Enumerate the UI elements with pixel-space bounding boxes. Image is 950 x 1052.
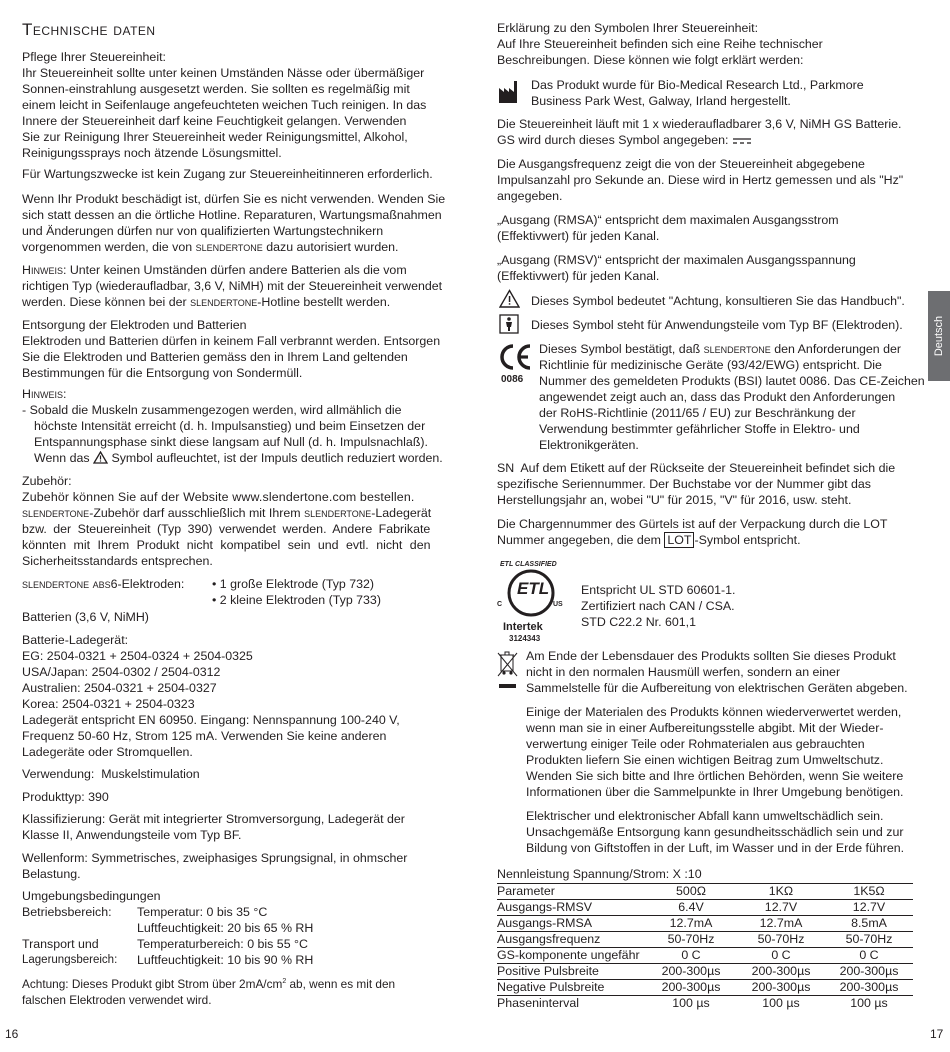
class-label: Klassifizierung: <box>22 812 106 826</box>
page-number-left: 16 <box>5 1027 19 1041</box>
care-section <box>22 49 459 161</box>
text: Klasse II, Anwendungsteile vom Typ BF. <box>22 828 242 842</box>
text: Wenn das <box>34 451 94 465</box>
environment-section <box>22 888 459 968</box>
table-cell: Phaseninterval <box>497 996 579 1010</box>
text: STD C22.2 Nr. 601,1 <box>581 615 697 629</box>
header-cell: Parameter <box>497 884 645 900</box>
waveform-section <box>22 850 459 882</box>
brand-name: slendertone abs <box>22 577 111 591</box>
text: Dieses Produkt gibt Strom über 2mA/cm <box>68 976 283 991</box>
disposal-heading: Entsorgung der Elektroden und Batterien <box>22 318 247 332</box>
table-cell: Ausgangsfrequenz <box>497 932 645 948</box>
text: -Zubehör darf ausschließlich mit Ihrem <box>89 506 305 520</box>
rmsv-text <box>497 252 925 284</box>
table-cell: 200-300µs <box>825 964 913 980</box>
serial-text <box>497 460 925 508</box>
lot-text <box>497 516 925 548</box>
ce-text <box>539 341 925 453</box>
brand-name: slendertone <box>190 295 258 309</box>
hint-label: Hinweis <box>22 263 63 277</box>
frequency-text <box>497 156 925 204</box>
product-type-row <box>22 789 459 805</box>
electrode-item: • 2 kleine Elektroden (Typ 733) <box>212 593 381 607</box>
text: Die Chargennummer des Gürtels ist auf der Verpackung durch die LOT <box>497 517 888 531</box>
use-row <box>22 766 459 782</box>
text: GS wird durch dieses Symbol angegeben: <box>497 133 729 147</box>
table-row <box>497 948 913 964</box>
text: -Ladegerät <box>371 506 432 520</box>
text: Gerät mit integrierter Stromversorgung, Ladegerät der <box>105 812 405 826</box>
text: Ladegeräte oder Stromquellen. <box>22 745 193 759</box>
text: Das Produkt wurde für Bio-Medical Research Ltd., Parkmore <box>531 78 864 92</box>
text: : Unter keinen Umständen dürfen andere Batterien als die vom <box>62 263 407 277</box>
text: dazu autorisiert wurden. <box>262 240 399 254</box>
table-cell: 200-300µs <box>645 964 737 980</box>
text: Wenden Sie sich bitte and Ihre örtlichen Behörden, wenn Sie weitere <box>526 769 904 783</box>
text: Die Steuereinheit läuft mit 1 x wiederaufladbarer 3,6 V, NiMH GS Batterie. <box>497 117 902 131</box>
table-title: Nennleistung Spannung/Strom: X :10 <box>497 867 702 881</box>
table-cell: 0 C <box>645 948 737 964</box>
text: Verwendung bestimmter gefährlicher Stoffe in Elektro- und <box>539 422 860 436</box>
text: Entspannungsphase sinkt diese langsam auf Null (d. h. Impulsnachlaß). <box>34 435 428 449</box>
brand-name: slendertone <box>304 506 372 520</box>
etl-us: US <box>553 601 563 608</box>
text: Ladegerät entspricht EN 60950. Eingang: Nennspannung 100-240 V, <box>22 713 400 727</box>
symbols-intro <box>497 20 925 68</box>
text: der RoHS-Richtlinie (2011/65 / EU) zur Beschränkung der <box>539 406 856 420</box>
language-tab <box>928 291 950 381</box>
table-cell: 0 C <box>825 948 913 964</box>
text: wenn man sie in einer Aufbereitungsstelle abgibt. Mit der Wieder- <box>526 721 884 735</box>
text: den Anforderungen der <box>770 342 902 356</box>
symbols-heading: Erklärung zu den Symbolen Ihrer Steuereinheit: <box>497 21 759 35</box>
env-value: Luftfeuchtigkeit: 10 bis 90 % RH <box>137 953 314 967</box>
codes: 2504-0321 + 2504-0327 <box>80 681 217 695</box>
table-cell: 6.4V <box>645 900 737 916</box>
electrodes-label: 6-Elektroden: <box>110 577 185 591</box>
table-cell: Ausgangs-RMSA <box>497 916 645 932</box>
text: Entspricht UL STD 60601-1. <box>581 583 736 597</box>
care-line: Sonnen-einstrahlung ausgesetzt werden. Sie sollten es regelmäßig mit <box>22 82 410 96</box>
manufacturer-icon <box>498 80 518 104</box>
electrode-item: • 1 große Elektrode (Typ 732) <box>212 577 375 591</box>
text: Auf dem Etikett auf der Rückseite der Steuereinheit befindet sich die <box>514 461 896 475</box>
maintenance-text: Für Wartungszwecke ist kein Zugang zur Steuereinheitinneren erforderlich. <box>22 167 433 181</box>
recycle-text <box>526 704 925 800</box>
text: richtigen Typ (wiederaufladbar, 3,6 V, NiMH) mit der Steuereinheit verwendet <box>22 279 443 293</box>
text: Bestimmungen für die Entsorgung von Sondermüll. <box>22 366 303 380</box>
caution-text: Dieses Symbol bedeutet "Achtung, konsultieren Sie das Handbuch". <box>531 294 905 308</box>
table-cell: 12.7mA <box>645 916 737 932</box>
hint-1 <box>22 262 459 310</box>
table-cell: 50-70Hz <box>645 932 737 948</box>
use-value: Muskelstimulation <box>94 767 200 781</box>
text: bzw. der Steuereinheit (Typ 390) verwendet werden. Andere Fabrikate <box>22 522 431 536</box>
damaged-section <box>22 191 459 255</box>
text: angewendet zeigt auch an, dass das Produkt den Anforderungen <box>539 390 896 404</box>
battery-value: (3,6 V, NiMH) <box>71 610 149 624</box>
text: Symmetrisches, zweiphasiges Sprungsignal, in ohmscher <box>87 851 408 865</box>
battery-label: Batterien <box>22 610 72 624</box>
care-heading: Pflege Ihrer Steuereinheit: <box>22 50 166 64</box>
care-line: Reinigungssprays noch ätzende Lösungsmittel. <box>22 146 282 160</box>
text: „Ausgang (RMSV)“ entspricht der maximalen Ausgangsspannung <box>497 253 856 267</box>
damaged-line: sich statt dessen an die örtliche Hotline. Reparaturen, Wartungsmaßnahmen <box>22 208 442 222</box>
ce-number: 0086 <box>501 374 524 385</box>
care-line: einem leicht in Seifenlauge angefeuchteten weichen Tuch reinigen. In das <box>22 98 427 112</box>
env-label: Transport und <box>22 937 99 951</box>
manufacturer-text <box>531 77 925 109</box>
text: Business Park West, Galway, Irland hergestellt. <box>531 94 791 108</box>
text: Sie die Elektroden und Batterien gemäss den in Ihrem Land geltenden <box>22 350 408 364</box>
text: vorgenommen werden, die von <box>22 240 196 254</box>
battery-text <box>497 116 925 148</box>
brand-name: slendertone <box>195 240 263 254</box>
env-value: Luftfeuchtigkeit: 20 bis 65 % RH <box>137 921 314 935</box>
text: Nummer angegeben, die dem <box>497 533 665 547</box>
text: - Sobald die Muskeln zusammengezogen werden, wird allmählich die <box>22 403 402 417</box>
text: Informationen über die Sammelpunkte in Ihrer Umgebung benötigen. <box>526 785 904 799</box>
warning-section <box>22 974 459 1008</box>
etl-logo <box>497 557 565 641</box>
charger-section <box>22 632 459 760</box>
care-line: Sie zur Reinigung Ihrer Steuereinheit weder Reinigungsmittel, Alkohol, <box>22 130 408 144</box>
text: Impulsanzahl pro Sekunde an. Diese wird in Hertz gemessen und als "Hz" <box>497 173 904 187</box>
warning-label: Achtung: <box>22 976 69 991</box>
text: Dieses Symbol bestätigt, daß <box>539 342 704 356</box>
table-cell: 200-300µs <box>825 980 913 996</box>
table-row <box>497 900 913 916</box>
text: Sicherheitsstandards entsprechen. <box>22 554 213 568</box>
text: -Symbol entspricht. <box>694 533 801 547</box>
text: Richtlinie für medizinische Geräte (93/42/EWG) entspricht. Die <box>539 358 882 372</box>
table-cell: 12.7V <box>737 900 825 916</box>
bf-text: Dieses Symbol steht für Anwendungsteile vom Typ BF (Elektroden). <box>531 318 903 332</box>
charger-heading: Batterie-Ladegerät: <box>22 633 129 647</box>
header-cell: 1KΩ <box>737 884 825 900</box>
damaged-line <box>22 239 459 255</box>
intertek-label: Intertek <box>503 621 543 633</box>
disposal-section <box>22 317 459 381</box>
etl-text <box>581 582 925 630</box>
weee-bin-icon <box>497 650 519 692</box>
text: -Hotline bestellt werden. <box>257 295 391 309</box>
text: Herstellungsjahr an, wobei "U" für 2015, "V" für 2016, usw. steht. <box>497 493 852 507</box>
table-header-row <box>497 884 913 900</box>
text: Bildung von Giftstoffen in der Luft, im Wasser und in der Erde führen. <box>526 841 905 855</box>
region: USA/Japan: <box>22 665 89 679</box>
battery-row <box>22 609 459 625</box>
text: könnten mit Ihrem Produkt nicht kompatibel sein und evtl. nicht den <box>22 538 431 552</box>
text: Zertifiziert nach CAN / CSA. <box>581 599 735 613</box>
text: ab, wenn es mit den <box>286 976 396 991</box>
table-row <box>497 996 913 1012</box>
text: werden. Diese können bei der <box>22 295 191 309</box>
accessory-section <box>22 473 459 569</box>
text: Frequenz 50-60 Hz, Strom 125 mA. Verwenden Sie keine anderen <box>22 729 387 743</box>
table-cell: 100 µs <box>672 996 710 1010</box>
table-row <box>497 916 913 932</box>
caution-icon <box>499 289 520 308</box>
codes: 2504-0321 + 2504-0323 <box>58 697 195 711</box>
brand-name: slendertone <box>703 342 771 356</box>
table-cell: 200-300µs <box>737 964 825 980</box>
text: Auf Ihre Steuereinheit befinden sich eine Reihe technischer <box>497 37 823 51</box>
weee-text <box>526 648 925 696</box>
wave-label: Wellenform: <box>22 851 88 865</box>
text: verwertung einiger Teile oder Rohmaterialen aus gebrauchten <box>526 737 865 751</box>
type-value: 390 <box>84 790 109 804</box>
hint-2 <box>22 386 459 466</box>
table-cell: 12.7V <box>825 900 913 916</box>
brand-name: slendertone <box>22 506 90 520</box>
sn-symbol: SN <box>497 461 515 475</box>
text: angegeben. <box>497 189 563 203</box>
table-row <box>497 932 913 948</box>
lot-symbol: LOT <box>664 532 694 548</box>
region: Australien: <box>22 681 81 695</box>
superscript: 2 <box>282 978 287 985</box>
table-cell: Positive Pulsbreite <box>497 964 645 980</box>
dc-symbol-icon <box>732 137 752 145</box>
damaged-line: Wenn Ihr Produkt beschädigt ist, dürfen Sie es nicht verwenden. Wenden Sie <box>22 192 446 206</box>
env-value: Temperatur: 0 bis 35 °C <box>137 905 268 919</box>
section-title: Technische daten <box>22 20 156 39</box>
text: Nummer des gemeldeten Produkts (BSI) lautet 0086. Das CE-Zeichen <box>539 374 925 388</box>
table-cell: 200-300µs <box>645 980 737 996</box>
classification-section <box>22 811 459 843</box>
warning-icon <box>93 451 108 464</box>
table-cell: Ausgangs-RMSV <box>497 900 645 916</box>
table-cell: 100 µs <box>850 996 888 1010</box>
page-number-right: 17 <box>930 1027 944 1041</box>
text: falschen Elektroden verwendet wird. <box>22 992 212 1007</box>
table-cell: 0 C <box>737 948 825 964</box>
language-tab-label: Deutsch <box>933 315 945 357</box>
rmsa-text <box>497 212 925 244</box>
text: Produkten liefern Sie einen wichtigen Beitrag zum Umweltschutz. <box>526 753 884 767</box>
text: Unsachgemäße Entsorgung kann gesundheitsschädlich sein und zur <box>526 825 904 839</box>
text: (Effektivwert) für jeden Kanal. <box>497 229 660 243</box>
text: Elektroden und Batterien dürfen in keinem Fall verbrannt werden. Entsorgen <box>22 334 441 348</box>
table-cell: 12.7mA <box>737 916 825 932</box>
text: Sammelstelle für die Aufbereitung von elektrischen Geräten abgeben. <box>526 681 908 695</box>
text: höchste Intensität erreicht (d. h. Impulsanstieg) und beim Einsetzen der <box>34 419 426 433</box>
text: spezifische Seriennummer. Der Buchstabe vor der Nummer gibt das <box>497 477 871 491</box>
text: Elektronikgeräten. <box>539 438 639 452</box>
env-label: Lagerungsbereich: <box>22 954 118 966</box>
header-cell: 500Ω <box>645 884 737 900</box>
bf-type-icon <box>499 314 519 334</box>
table-row <box>497 964 913 980</box>
care-line: Ihr Steuereinheit sollte unter keinen Umständen Nässe oder übermäßiger <box>22 66 425 80</box>
waste-text <box>526 808 925 856</box>
codes: 2504-0321 + 2504-0324 + 2504-0325 <box>43 649 253 663</box>
use-label: Verwendung: <box>22 767 95 781</box>
etl-mark: ETL <box>517 579 550 598</box>
text: Am Ende der Lebensdauer des Produkts sollten Sie dieses Produkt <box>526 649 896 663</box>
text: (Effektivwert) für jeden Kanal. <box>497 269 660 283</box>
care-line: Innere der Steuereinheit darf keine Feuchtigkeit gelangen. Verwenden <box>22 114 407 128</box>
table-cell: 8.5mA <box>825 916 913 932</box>
env-value: Temperaturbereich: 0 bis 55 °C <box>137 937 308 951</box>
table-cell: 100 µs <box>762 996 800 1010</box>
damaged-line: und Änderungen dürfen nur von qualifizierten Wartungstechnikern <box>22 224 384 238</box>
env-label: Betriebsbereich: <box>22 905 112 919</box>
header-cell: 1K5Ω <box>825 884 913 900</box>
text: Belastung. <box>22 867 81 881</box>
text: Einige der Materialen des Produkts können wiederverwertet werden, <box>526 705 902 719</box>
etl-c: C <box>497 601 503 608</box>
etl-number: 3124343 <box>509 634 541 643</box>
hint-label: Hinweis: <box>22 387 67 401</box>
codes: 2504-0302 / 2504-0312 <box>88 665 221 679</box>
table-row <box>497 980 913 996</box>
etl-classified-label: ETL CLASSIFIED <box>500 561 557 568</box>
text: „Ausgang (RMSA)“ entspricht dem maximalen Ausgangsstrom <box>497 213 839 227</box>
text: nicht in den normalen Hausmüll werfen, sondern an einer <box>526 665 841 679</box>
text: Beschreibungen. Diese können wie folgt erklärt werden: <box>497 53 804 67</box>
table-cell: 200-300µs <box>737 980 825 996</box>
region: Korea: <box>22 697 59 711</box>
type-label: Produkttyp: <box>22 790 85 804</box>
accessory-heading: Zubehör: <box>22 474 72 488</box>
ce-mark-icon <box>499 343 533 371</box>
text: Symbol aufleuchtet, ist der Impuls deutlich reduziert worden. <box>108 451 443 465</box>
env-heading: Umgebungsbedingungen <box>22 889 161 903</box>
text: Die Ausgangsfrequenz zeigt die von der Steuereinheit abgegebene <box>497 157 865 171</box>
table-cell: GS-komponente ungefähr <box>497 948 645 964</box>
table-cell: Negative Pulsbreite <box>497 980 645 996</box>
spec-table <box>497 883 913 1011</box>
text: Elektrischer und elektronischer Abfall kann umweltschädlich sein. <box>526 809 884 823</box>
table-cell: 50-70Hz <box>737 932 825 948</box>
region: EG: <box>22 649 44 663</box>
table-cell: 50-70Hz <box>825 932 913 948</box>
text: Zubehör können Sie auf der Website www.slendertone.com bestellen. <box>22 490 415 504</box>
